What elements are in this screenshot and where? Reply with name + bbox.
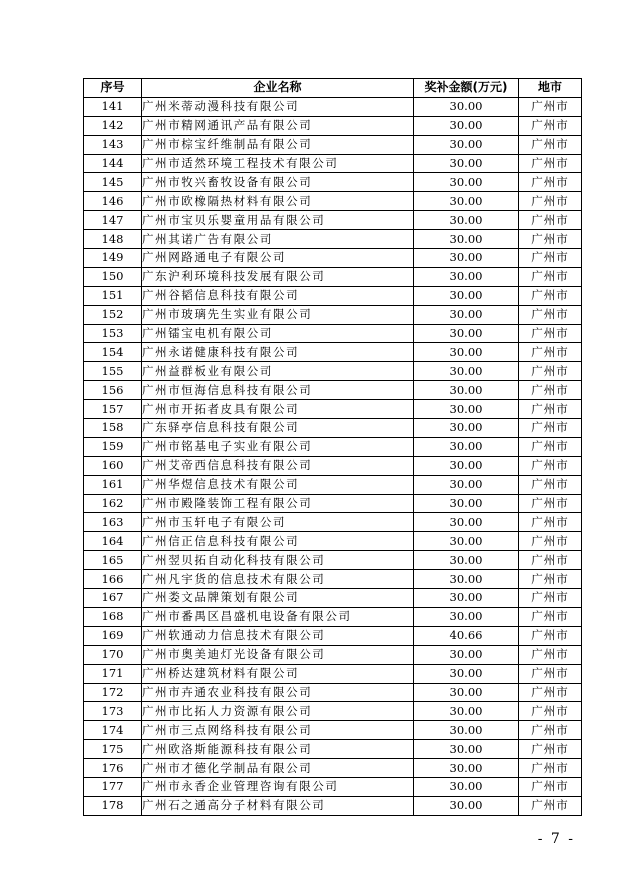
row-serial: 171 bbox=[84, 664, 142, 683]
row-company-name: 广州欧洛斯能源科技有限公司 bbox=[142, 740, 414, 759]
subsidy-table bbox=[83, 78, 582, 816]
row-city: 广州市 bbox=[519, 777, 582, 796]
row-serial: 173 bbox=[84, 702, 142, 721]
row-serial: 178 bbox=[84, 796, 142, 815]
row-company-name: 广州镭宝电机有限公司 bbox=[142, 324, 414, 343]
header-city: 地市 bbox=[519, 79, 582, 98]
row-serial: 161 bbox=[84, 475, 142, 494]
row-amount: 30.00 bbox=[414, 796, 519, 815]
table-row bbox=[84, 494, 582, 513]
row-company-name: 广州市恒海信息科技有限公司 bbox=[142, 381, 414, 400]
row-company-name: 广州网路通电子有限公司 bbox=[142, 249, 414, 268]
row-company-name: 广州桥达建筑材料有限公司 bbox=[142, 664, 414, 683]
row-amount: 30.00 bbox=[414, 286, 519, 305]
row-city: 广州市 bbox=[519, 607, 582, 626]
table-row bbox=[84, 683, 582, 702]
row-serial: 177 bbox=[84, 777, 142, 796]
row-amount: 30.00 bbox=[414, 740, 519, 759]
table-row bbox=[84, 626, 582, 645]
row-serial: 170 bbox=[84, 645, 142, 664]
row-company-name: 广州市玻璃先生实业有限公司 bbox=[142, 305, 414, 324]
row-amount: 30.00 bbox=[414, 135, 519, 154]
row-city: 广州市 bbox=[519, 475, 582, 494]
row-company-name: 广州市宝贝乐婴童用品有限公司 bbox=[142, 211, 414, 230]
row-city: 广州市 bbox=[519, 267, 582, 286]
row-amount: 30.00 bbox=[414, 532, 519, 551]
row-serial: 174 bbox=[84, 721, 142, 740]
row-company-name: 广州其诺广告有限公司 bbox=[142, 230, 414, 249]
row-city: 广州市 bbox=[519, 305, 582, 324]
row-serial: 158 bbox=[84, 419, 142, 438]
row-company-name: 广州市牧兴畜牧设备有限公司 bbox=[142, 173, 414, 192]
table-row bbox=[84, 362, 582, 381]
row-city: 广州市 bbox=[519, 551, 582, 570]
table-row bbox=[84, 456, 582, 475]
row-serial: 157 bbox=[84, 400, 142, 419]
row-company-name: 广州市奥美迪灯光设备有限公司 bbox=[142, 645, 414, 664]
row-company-name: 广州市才德化学制品有限公司 bbox=[142, 759, 414, 778]
row-amount: 30.00 bbox=[414, 362, 519, 381]
header-company-name: 企业名称 bbox=[142, 79, 414, 98]
row-city: 广州市 bbox=[519, 645, 582, 664]
row-amount: 30.00 bbox=[414, 494, 519, 513]
row-serial: 148 bbox=[84, 230, 142, 249]
row-city: 广州市 bbox=[519, 400, 582, 419]
table-row bbox=[84, 759, 582, 778]
table-row bbox=[84, 381, 582, 400]
row-city: 广州市 bbox=[519, 173, 582, 192]
row-amount: 30.00 bbox=[414, 324, 519, 343]
page-number: - 7 - bbox=[537, 831, 575, 847]
row-amount: 30.00 bbox=[414, 437, 519, 456]
row-city: 广州市 bbox=[519, 721, 582, 740]
row-amount: 30.00 bbox=[414, 513, 519, 532]
row-amount: 30.00 bbox=[414, 475, 519, 494]
table-row bbox=[84, 777, 582, 796]
row-serial: 146 bbox=[84, 192, 142, 211]
row-serial: 164 bbox=[84, 532, 142, 551]
row-serial: 172 bbox=[84, 683, 142, 702]
row-amount: 30.00 bbox=[414, 249, 519, 268]
row-amount: 30.00 bbox=[414, 267, 519, 286]
row-city: 广州市 bbox=[519, 494, 582, 513]
table-body bbox=[84, 97, 582, 815]
row-company-name: 广州凡宇货的信息技术有限公司 bbox=[142, 570, 414, 589]
row-amount: 30.00 bbox=[414, 683, 519, 702]
table-row bbox=[84, 702, 582, 721]
row-company-name: 广州市适然环境工程技术有限公司 bbox=[142, 154, 414, 173]
row-serial: 176 bbox=[84, 759, 142, 778]
row-amount: 30.00 bbox=[414, 702, 519, 721]
row-city: 广州市 bbox=[519, 324, 582, 343]
table-row bbox=[84, 173, 582, 192]
table-row bbox=[84, 305, 582, 324]
row-company-name: 广州市棕宝纤维制品有限公司 bbox=[142, 135, 414, 154]
row-city: 广州市 bbox=[519, 97, 582, 116]
table-header-row bbox=[84, 79, 582, 98]
table-row bbox=[84, 267, 582, 286]
table-row bbox=[84, 419, 582, 438]
table-row bbox=[84, 607, 582, 626]
row-city: 广州市 bbox=[519, 419, 582, 438]
row-city: 广州市 bbox=[519, 626, 582, 645]
row-amount: 30.00 bbox=[414, 97, 519, 116]
row-city: 广州市 bbox=[519, 513, 582, 532]
row-city: 广州市 bbox=[519, 192, 582, 211]
table-row bbox=[84, 116, 582, 135]
row-amount: 30.00 bbox=[414, 759, 519, 778]
row-city: 广州市 bbox=[519, 759, 582, 778]
table-row bbox=[84, 664, 582, 683]
row-amount: 30.00 bbox=[414, 645, 519, 664]
row-company-name: 广州市卉通农业科技有限公司 bbox=[142, 683, 414, 702]
row-city: 广州市 bbox=[519, 362, 582, 381]
row-serial: 156 bbox=[84, 381, 142, 400]
row-amount: 30.00 bbox=[414, 551, 519, 570]
row-serial: 147 bbox=[84, 211, 142, 230]
row-city: 广州市 bbox=[519, 154, 582, 173]
row-amount: 30.00 bbox=[414, 419, 519, 438]
table-row bbox=[84, 286, 582, 305]
table-row bbox=[84, 551, 582, 570]
table-row bbox=[84, 796, 582, 815]
row-serial: 162 bbox=[84, 494, 142, 513]
table-row bbox=[84, 589, 582, 608]
row-city: 广州市 bbox=[519, 532, 582, 551]
row-amount: 40.66 bbox=[414, 626, 519, 645]
row-company-name: 广州益群板业有限公司 bbox=[142, 362, 414, 381]
row-company-name: 广州市玉轩电子有限公司 bbox=[142, 513, 414, 532]
row-serial: 153 bbox=[84, 324, 142, 343]
row-city: 广州市 bbox=[519, 135, 582, 154]
table-row bbox=[84, 192, 582, 211]
row-city: 广州市 bbox=[519, 286, 582, 305]
row-city: 广州市 bbox=[519, 796, 582, 815]
row-amount: 30.00 bbox=[414, 305, 519, 324]
row-serial: 160 bbox=[84, 456, 142, 475]
row-serial: 145 bbox=[84, 173, 142, 192]
row-company-name: 广州市番禺区昌盛机电设备有限公司 bbox=[142, 607, 414, 626]
row-company-name: 广东驿亭信息科技有限公司 bbox=[142, 419, 414, 438]
row-serial: 141 bbox=[84, 97, 142, 116]
row-amount: 30.00 bbox=[414, 230, 519, 249]
row-serial: 144 bbox=[84, 154, 142, 173]
table-row bbox=[84, 211, 582, 230]
table-row bbox=[84, 437, 582, 456]
table-row bbox=[84, 324, 582, 343]
row-city: 广州市 bbox=[519, 664, 582, 683]
row-serial: 152 bbox=[84, 305, 142, 324]
row-city: 广州市 bbox=[519, 589, 582, 608]
row-company-name: 广州市殿隆装饰工程有限公司 bbox=[142, 494, 414, 513]
row-company-name: 广州石之通高分子材料有限公司 bbox=[142, 796, 414, 815]
row-serial: 154 bbox=[84, 343, 142, 362]
row-company-name: 广州市三点网络科技有限公司 bbox=[142, 721, 414, 740]
row-serial: 168 bbox=[84, 607, 142, 626]
row-city: 广州市 bbox=[519, 683, 582, 702]
row-amount: 30.00 bbox=[414, 343, 519, 362]
row-serial: 175 bbox=[84, 740, 142, 759]
row-amount: 30.00 bbox=[414, 664, 519, 683]
row-serial: 155 bbox=[84, 362, 142, 381]
row-company-name: 广州华煜信息技术有限公司 bbox=[142, 475, 414, 494]
row-company-name: 广州艾帝西信息科技有限公司 bbox=[142, 456, 414, 475]
row-amount: 30.00 bbox=[414, 116, 519, 135]
row-city: 广州市 bbox=[519, 343, 582, 362]
row-city: 广州市 bbox=[519, 230, 582, 249]
row-serial: 165 bbox=[84, 551, 142, 570]
row-serial: 167 bbox=[84, 589, 142, 608]
row-company-name: 广州市欧橡隔热材料有限公司 bbox=[142, 192, 414, 211]
row-city: 广州市 bbox=[519, 116, 582, 135]
table-row bbox=[84, 721, 582, 740]
row-amount: 30.00 bbox=[414, 154, 519, 173]
row-company-name: 广州米蒂动漫科技有限公司 bbox=[142, 97, 414, 116]
row-amount: 30.00 bbox=[414, 721, 519, 740]
table-row bbox=[84, 249, 582, 268]
header-amount: 奖补金额(万元) bbox=[414, 79, 519, 98]
header-serial: 序号 bbox=[84, 79, 142, 98]
row-city: 广州市 bbox=[519, 437, 582, 456]
row-company-name: 广州市铭基电子实业有限公司 bbox=[142, 437, 414, 456]
row-company-name: 广州娄文品牌策划有限公司 bbox=[142, 589, 414, 608]
table-row bbox=[84, 400, 582, 419]
row-amount: 30.00 bbox=[414, 400, 519, 419]
row-serial: 150 bbox=[84, 267, 142, 286]
row-serial: 163 bbox=[84, 513, 142, 532]
row-amount: 30.00 bbox=[414, 381, 519, 400]
row-serial: 159 bbox=[84, 437, 142, 456]
row-company-name: 广州信正信息科技有限公司 bbox=[142, 532, 414, 551]
row-amount: 30.00 bbox=[414, 570, 519, 589]
row-amount: 30.00 bbox=[414, 173, 519, 192]
table-row bbox=[84, 570, 582, 589]
row-company-name: 广东沪利环境科技发展有限公司 bbox=[142, 267, 414, 286]
row-company-name: 广州永诺健康科技有限公司 bbox=[142, 343, 414, 362]
row-amount: 30.00 bbox=[414, 777, 519, 796]
row-city: 广州市 bbox=[519, 211, 582, 230]
row-city: 广州市 bbox=[519, 702, 582, 721]
table-row bbox=[84, 645, 582, 664]
table-row bbox=[84, 513, 582, 532]
table-row bbox=[84, 532, 582, 551]
table-row bbox=[84, 97, 582, 116]
row-amount: 30.00 bbox=[414, 211, 519, 230]
row-company-name: 广州市永香企业管理咨询有限公司 bbox=[142, 777, 414, 796]
row-company-name: 广州市精网通讯产品有限公司 bbox=[142, 116, 414, 135]
row-serial: 142 bbox=[84, 116, 142, 135]
row-amount: 30.00 bbox=[414, 192, 519, 211]
table-row bbox=[84, 230, 582, 249]
row-city: 广州市 bbox=[519, 249, 582, 268]
row-city: 广州市 bbox=[519, 381, 582, 400]
row-serial: 169 bbox=[84, 626, 142, 645]
row-company-name: 广州谷韬信息科技有限公司 bbox=[142, 286, 414, 305]
row-serial: 143 bbox=[84, 135, 142, 154]
table-row bbox=[84, 740, 582, 759]
row-amount: 30.00 bbox=[414, 456, 519, 475]
table-row bbox=[84, 154, 582, 173]
row-city: 广州市 bbox=[519, 740, 582, 759]
row-city: 广州市 bbox=[519, 456, 582, 475]
table-row bbox=[84, 343, 582, 362]
row-company-name: 广州市比拓人力资源有限公司 bbox=[142, 702, 414, 721]
row-company-name: 广州软通动力信息技术有限公司 bbox=[142, 626, 414, 645]
row-serial: 151 bbox=[84, 286, 142, 305]
row-amount: 30.00 bbox=[414, 589, 519, 608]
row-company-name: 广州翌贝拓自动化科技有限公司 bbox=[142, 551, 414, 570]
table-row bbox=[84, 135, 582, 154]
row-amount: 30.00 bbox=[414, 607, 519, 626]
row-company-name: 广州市开拓者皮具有限公司 bbox=[142, 400, 414, 419]
row-serial: 166 bbox=[84, 570, 142, 589]
row-city: 广州市 bbox=[519, 570, 582, 589]
row-serial: 149 bbox=[84, 249, 142, 268]
table-row bbox=[84, 475, 582, 494]
